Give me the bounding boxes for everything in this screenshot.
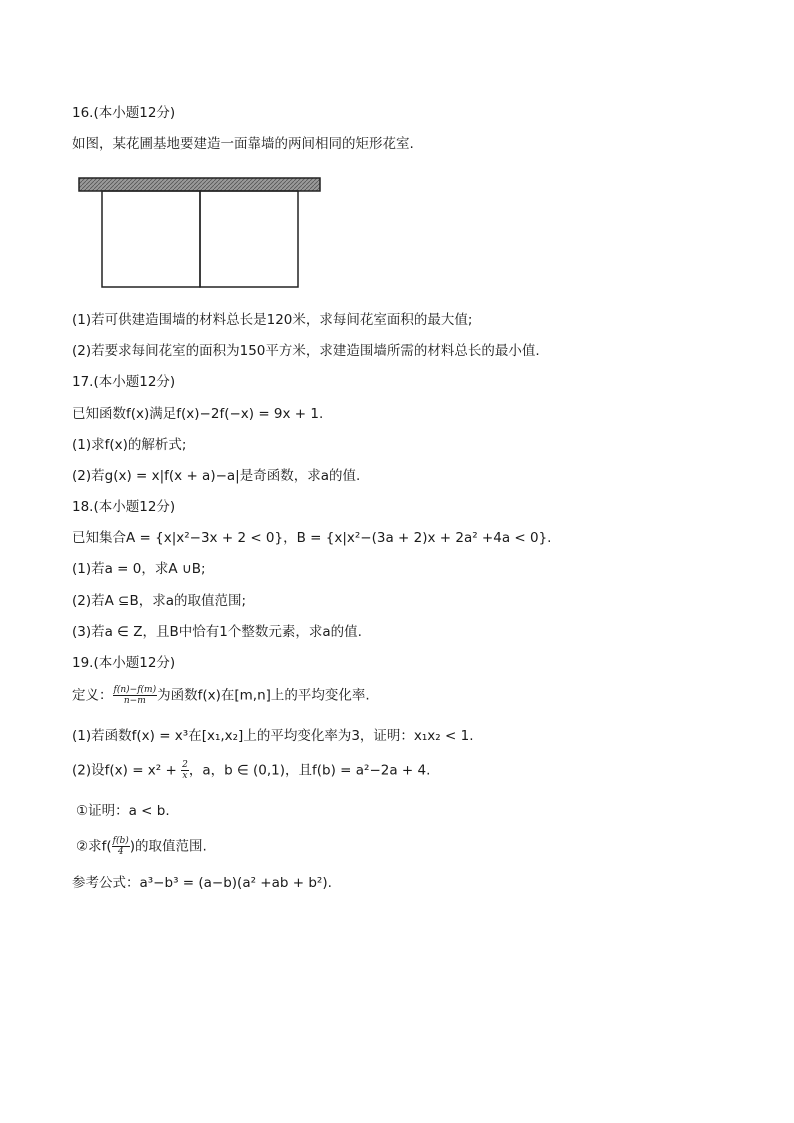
wall [79,178,320,191]
q19-part2-frac-num: 2 [182,760,188,770]
room-right [200,191,298,287]
q18-part2: (2)若A ⊆B，求a的取值范围; [72,593,247,609]
q17-header: 17.(本小题12分) [72,374,176,390]
q19-part2-suffix: ，a，b ∈ (0,1)，且f(b) = a²−2a + 4. [188,762,431,779]
q19-definition [72,685,370,706]
q19-reference: 参考公式：a³−b³ = (a−b)(a² +ab + b²). [72,875,332,891]
q18-header: 18.(本小题12分) [72,499,176,515]
q19-def-frac-num: f(n)−f(m) [113,685,157,695]
q19-part2-fraction [181,760,189,781]
q19-sub1: ①证明：a < b. [76,803,170,819]
q18-part1: (1)若a = 0，求A ∪B; [72,561,206,577]
q17-stem: 已知函数f(x)满足f(x)−2f(−x) = 9x + 1. [72,406,324,422]
q18-part3: (3)若a ∈ Z，且B中恰有1个整数元素，求a的值. [72,624,362,640]
q19-def-frac-den: n−m [123,696,146,706]
q19-part2 [72,760,430,781]
greenhouse-diagram [78,177,321,289]
q19-part1: (1)若函数f(x) = x³在[x₁,x₂]上的平均变化率为3，证明：x₁x₂ < 1. [72,728,474,744]
q16-header: 16.(本小题12分) [72,105,176,121]
q19-sub2 [76,836,207,857]
q19-sub2-frac-den: 4 [117,847,124,857]
q19-def-fraction [113,685,158,706]
q19-sub2-suffix: )的取值范围. [129,838,207,855]
q19-part2-frac-den: x [182,771,188,781]
q18-stem: 已知集合A = {x|x²−3x + 2 < 0}，B = {x|x²−(3a + 2)x + 2a² +4a < 0}. [72,530,552,546]
q16-stem: 如图，某花圃基地要建造一面靠墙的两间相同的矩形花室. [72,136,414,152]
q19-sub2-fraction [112,836,130,857]
q17-part2: (2)若g(x) = x|f(x + a)−a|是奇函数，求a的值. [72,468,361,484]
q17-part1: (1)求f(x)的解析式; [72,437,187,453]
room-left [102,191,200,287]
q16-part1: (1)若可供建造围墙的材料总长是120米，求每间花室面积的最大值; [72,312,473,328]
q19-part2-prefix: (2)设f(x) = x² + [72,762,182,779]
q19-def-prefix: 定义： [72,687,113,704]
q19-header: 19.(本小题12分) [72,655,176,671]
q19-def-suffix: 为函数f(x)在[m,n]上的平均变化率. [157,687,370,704]
q16-part2: (2)若要求每间花室的面积为150平方米，求建造围墙所需的材料总长的最小值. [72,343,540,359]
q19-sub2-prefix: ②求f( [76,838,112,855]
q19-sub2-frac-num: f(b) [112,836,129,846]
